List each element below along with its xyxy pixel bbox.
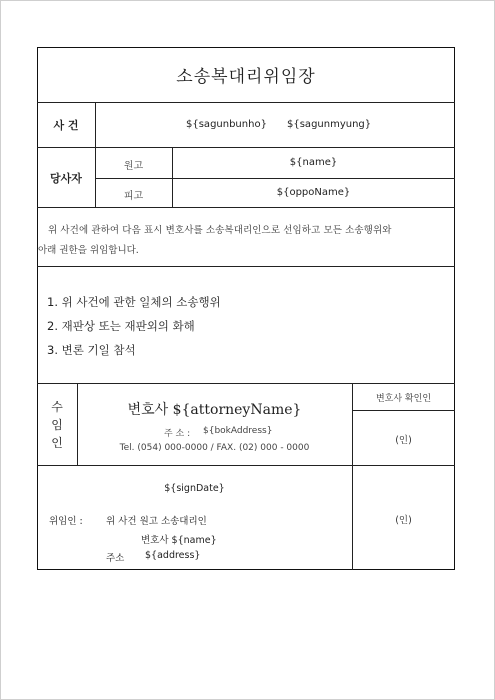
power-item-2: 2. 재판상 또는 재판외의 화해 — [47, 319, 195, 333]
defendant-value: ${oppoName} — [276, 187, 351, 198]
recipient-label-2: 임 — [51, 418, 63, 432]
case-name: ${sagunmyung} — [287, 119, 372, 130]
power-item-3: 3. 변론 기일 참석 — [47, 343, 136, 357]
plaintiff-value: ${name} — [289, 157, 338, 168]
attorney-name: 변호사 ${attorneyName} — [127, 402, 302, 418]
divider-recipient — [37, 465, 455, 466]
plaintiff-label: 원고 — [123, 161, 144, 172]
delegator-label: 위임인 : — [49, 516, 83, 527]
recipient-label-1: 수 — [51, 400, 63, 414]
delegator-address-value: ${address} — [145, 550, 201, 561]
delegator-line-2: 변호사 ${name} — [141, 535, 217, 546]
divider-case — [37, 147, 455, 148]
divider-party-col — [172, 147, 173, 207]
divider-powers — [37, 383, 455, 384]
sign-date: ${signDate} — [164, 483, 225, 494]
statement-line-1: 위 사건에 관하여 다음 표시 변호사를 소송복대리인으로 선임하고 모든 소송행위와 — [48, 225, 392, 236]
signing-seal: (인) — [395, 515, 412, 526]
delegator-line-1: 위 사건 원고 소송대리인 — [106, 516, 207, 527]
divider-parties — [37, 207, 455, 208]
divider-confirm — [352, 410, 455, 411]
page-title: 소송복대리위임장 — [176, 67, 316, 87]
defendant-label: 피고 — [123, 191, 144, 202]
divider-statement — [37, 266, 455, 267]
recipient-address-value: ${bokAddress} — [203, 426, 273, 436]
case-number: ${sagunbunho} — [186, 119, 267, 130]
recipient-address-label: 주 소 : — [164, 429, 191, 439]
parties-label: 당사자 — [50, 172, 82, 185]
divider-party-inner — [95, 178, 455, 179]
confirm-label: 변호사 확인인 — [375, 394, 432, 404]
divider-title — [37, 102, 455, 103]
recipient-contact: Tel. (054) 000-0000 / FAX. (02) 000 - 0000 — [119, 443, 310, 453]
recipient-label-3: 인 — [51, 436, 63, 450]
recipient-seal: (인) — [395, 435, 412, 446]
delegator-address-label: 주소 — [106, 553, 125, 564]
power-item-1: 1. 위 사건에 관한 일체의 소송행위 — [47, 295, 221, 309]
statement-line-2: 아래 권한을 위임합니다. — [38, 245, 139, 256]
case-label: 사 건 — [53, 119, 79, 132]
